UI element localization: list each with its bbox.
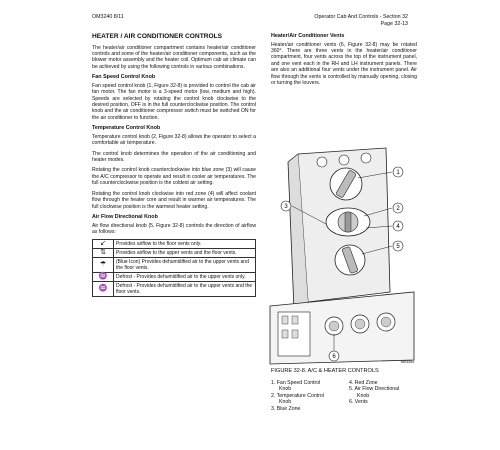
legend-item: 5. Air Flow Directional [349,386,400,393]
callout-1: 1 [396,170,400,176]
figure-code: M03394 [401,360,414,364]
temp-paragraph-4: Rotating the control knob clockwise into red zone (4) will affect coolant flow through the heater core and result in warmer air temperatures. The full clockwise position is the warmest heater setting. [92,190,256,210]
temp-paragraph-3: Rotating the control knob counterclockwise into blue zone (3) will cause the A/C compressor to operate and result in cooler air temperatures. The full counterclockwise position is the coldest air setting. [92,167,256,187]
left-column [92,33,256,297]
legend-item: 3. Blue Zone [271,405,301,412]
callout-3: 3 [284,204,288,210]
airflow-table [92,239,256,297]
temp-heading: Temperature Control Knob [92,125,161,132]
table-row [93,282,256,297]
defrost-upper-icon: ♒ [93,273,114,282]
temp-paragraph-1: Temperature control knob (2, Figure 32-8) allows the operator to select a comfortable air temperature. [92,133,256,147]
table-cell: Provides airflow to the upper vents and the floor vents. [114,249,256,258]
upper-floor-vent-icon: ⇅ [93,249,114,258]
section-header [314,14,408,28]
table-cell: Defrost - Provides dehumidified air to the upper vents and the floor vents. [114,282,256,297]
dehumidify-icon: ☂ [93,258,114,273]
right-column [271,33,417,90]
section-title: Operator Cab And Controls - Section 32 [314,14,408,20]
temp-paragraph-2: The control knob determines the operation of the air conditioning and heater modes. [92,150,256,164]
table-row [93,258,256,273]
doc-id: OM3240 8/11 [92,14,124,20]
temperature-knob [326,208,370,236]
legend-item: Knob [279,386,292,393]
fan-heading: Fan Speed Control Knob [92,74,156,81]
floor-vent-icon: ↙ [93,240,114,249]
callout-5: 5 [396,244,400,250]
callout-2: 2 [396,206,400,212]
table-cell: Provides airflow to the floor vents only. [114,240,256,249]
page-number: Page 32-13 [380,21,408,27]
legend-item: 6. Vents [349,399,368,406]
legend-item: 4. Red Zone [349,380,378,386]
fan-speed-knob [330,168,362,200]
fan-paragraph: Fan speed control knob (1, Figure 32-8) is provided to control the cab air fan motor. The fan motor is a 3-speed motor (low, medium and high). Speeds are selected by rotating the control knob clockwise to the desired position. OFF is in the full counterclockwise position. The control knob and the air conditioner compressor switch must be switched ON for the air conditioner to function. [92,82,256,121]
vents-paragraph: Heater/air conditioner vents (6, Figure 32-8) may be rotated 360°. There are three vents in the heater/air conditioner compartment, four vents across the top of the instrument panel, and one vent each in the RH and LH instrument panels. There are also an additional four vents under the instrument panel. Air flow through the vents is controlled by manually opening, closing or turning the louvers. [271,41,417,87]
callout-6: 6 [332,354,336,360]
intro-paragraph: The heater/air conditioner compartment contains heater/air conditioner controls and some of the heater/air conditioner components, such as the blower motor assembly and the heater coil. Optimum cab air climate can be achieved by using the following controls in various combinations. [92,44,256,70]
airflow-knob [335,245,365,275]
airflow-paragraph: Air flow directional knob (5, Figure 32-8) controls the direction of airflow as follows: [92,222,256,235]
table-row [93,273,256,282]
vents-heading: Heater/Air Conditioner Vents [271,33,345,39]
figure-caption: FIGURE 32-8. A/C & HEATER CONTROLS [271,368,379,374]
control-panel-illustration [268,142,416,368]
legend-item: 1. Fan Speed Control [271,380,321,386]
control-panel-figure [268,142,416,368]
defrost-floor-icon: ♒ [93,282,114,297]
table-cell: (Blue Icon) Provides dehumidified air to the upper vents and the floor vents. [114,258,256,273]
table-row [93,249,256,258]
legend-item: 2. Temperature Control [271,392,324,399]
table-cell: Defrost - Provides dehumidified air to the upper vents only. [114,273,256,282]
section-heading: HEATER / AIR CONDITIONER CONTROLS [92,33,223,40]
legend-item: Knob [357,392,370,399]
airflow-heading: Air Flow Directional Knob [92,213,158,220]
legend-item: Knob [279,399,292,406]
legend-column-1 [271,380,345,412]
table-row [93,240,256,249]
callout-4: 4 [396,224,400,230]
legend-column-2 [349,380,419,406]
